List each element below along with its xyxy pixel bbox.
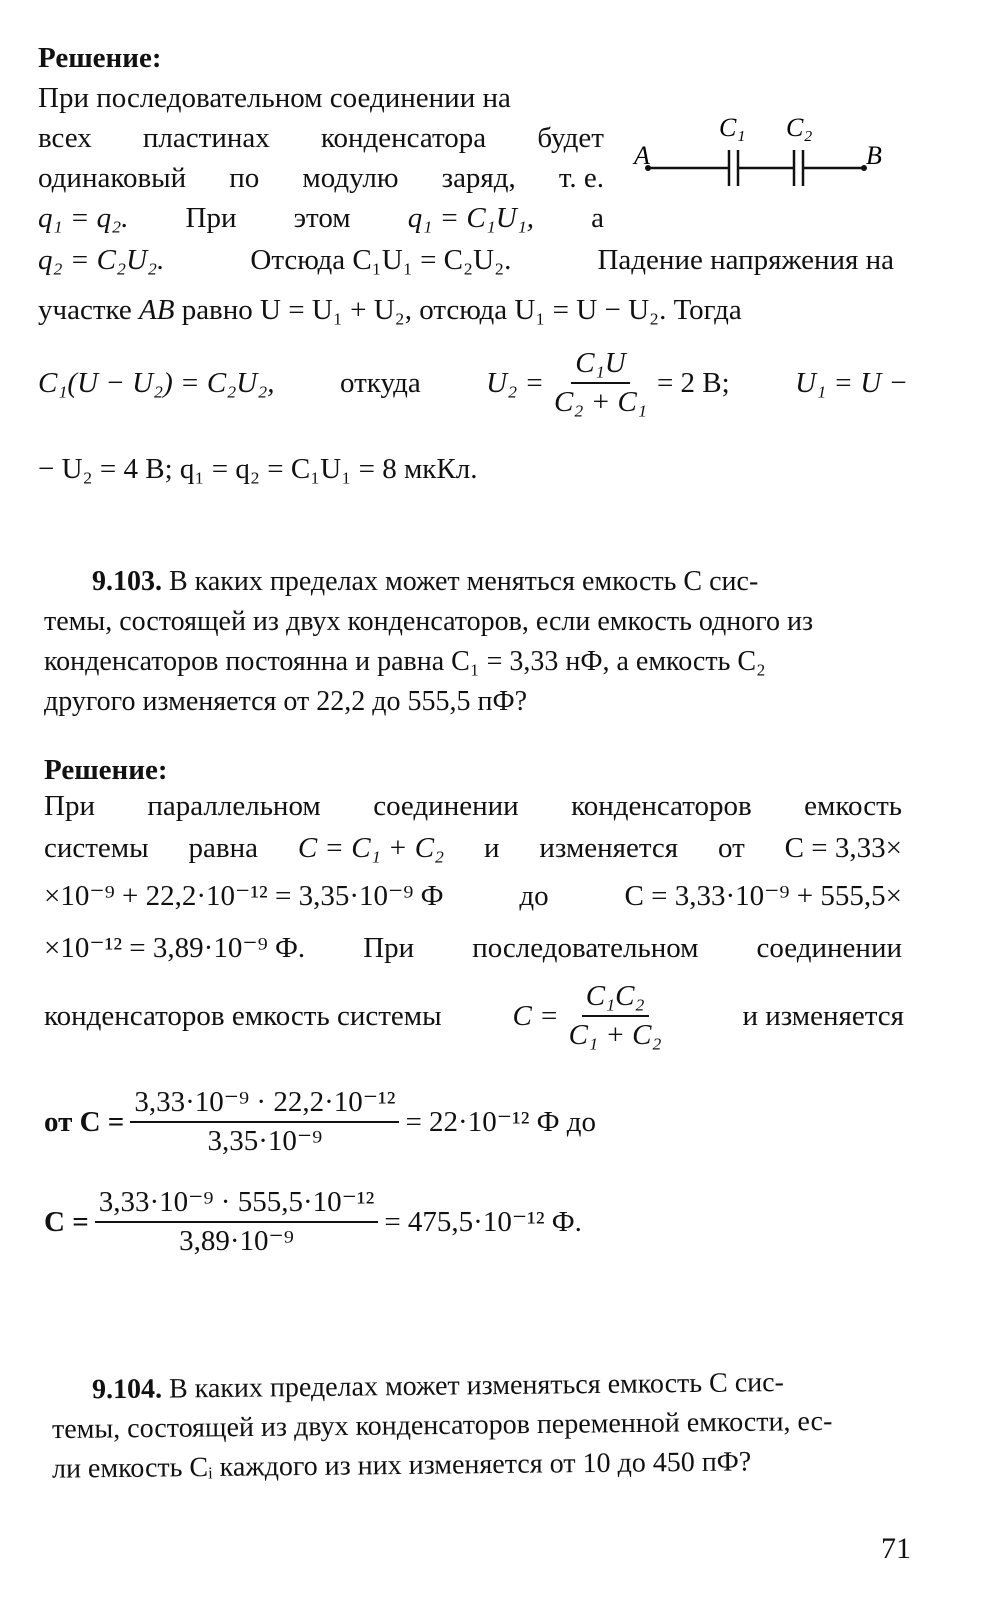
- text-line: одинаковый по модулю заряд, т. е.: [38, 162, 604, 194]
- text-line: q₂ = C₂U₂. Отсюда C₁U₁ = C₂U₂. Падение напряжения на: [38, 244, 894, 276]
- problem-number: 9.104.: [91, 1373, 163, 1406]
- text-line: ×10⁻¹² = 3,89·10⁻⁹ Ф. При последовательном соединении: [44, 932, 902, 964]
- problem-104-line: ли емкость Cᵢ каждого из них изменяется от 10 до 450 пФ?: [51, 1446, 752, 1485]
- solution-heading-2: Решение:: [44, 754, 168, 786]
- fraction: $\frac{\text{C₁C₂}}{\text{C₁ + C₂}}$: [568, 980, 662, 1052]
- text-line: При параллельном соединении конденсаторов емкость: [44, 790, 902, 822]
- text-line: системы равна C = C₁ + C₂ и изменяется от C = 3,33×: [44, 832, 902, 864]
- formula-line: от C = $\frac{\text{3,33·10⁻⁹ · 22,2·10⁻¹²}}{\text{3,35·10⁻⁹}}$ = 22·10⁻¹² Ф до: [44, 1086, 597, 1158]
- label-a: A: [634, 141, 650, 170]
- text-line: При последовательном соединении на: [38, 82, 511, 114]
- problem-104-line: темы, состоящей из двух конденсаторов переменной емкости, ес-: [51, 1405, 833, 1446]
- problem-104-line: 9.104. В каких пределах может изменяться емкость C сис-: [91, 1367, 785, 1406]
- label-c1: C₁: [719, 113, 746, 142]
- fraction: $\frac{\text{3,33·10⁻⁹ · 22,2·10⁻¹²}}{\text{3,35·10⁻⁹}}$: [130, 1086, 399, 1159]
- page-number: 71: [881, 1532, 911, 1565]
- text-line: ×10⁻⁹ + 22,2·10⁻¹² = 3,35·10⁻⁹ Ф до C = 3,33·10⁻⁹ + 555,5×: [44, 880, 902, 912]
- problem-103-line: конденсаторов постоянна и равна C₁ = 3,33 нФ, а емкость C₂: [44, 646, 766, 677]
- text-line: участке AB равно U = U₁ + U₂, отсюда U₁ = U − U₂. Тогда: [38, 294, 742, 326]
- text-line: всех пластинах конденсатора будет: [38, 122, 604, 154]
- formula-line: C₁(U − U₂) = C₂U₂, откуда U₂ = $\frac{\text{C₁U}}{\text{C₂ + C₁}}$ = 2 В; U₁ = U −: [38, 347, 908, 419]
- problem-103-line: 9.103. В каких пределах может меняться емкость C сис-: [92, 566, 759, 597]
- problem-103-line: темы, состоящей из двух конденсаторов, если емкость одного из: [44, 606, 814, 637]
- text-line: q₁ = q₂. При этом q₁ = C₁U₁, а: [38, 202, 604, 234]
- text-line: − U₂ = 4 В; q₁ = q₂ = C₁U₁ = 8 мкКл.: [38, 453, 478, 485]
- fraction: $\frac{\text{3,33·10⁻⁹ · 555,5·10⁻¹²}}{\text{3,89·10⁻⁹}}$: [95, 1186, 379, 1259]
- problem-103-line: другого изменяется от 22,2 до 555,5 пФ?: [44, 686, 528, 717]
- label-c2: C₂: [786, 113, 813, 142]
- circuit-diagram: [626, 106, 896, 196]
- problem-number: 9.103.: [92, 566, 162, 597]
- label-b: B: [866, 141, 882, 170]
- solution-heading-1: Решение:: [38, 42, 162, 74]
- formula-line: C = $\frac{\text{3,33·10⁻⁹ · 555,5·10⁻¹²}}{\text{3,89·10⁻⁹}}$ = 475,5·10⁻¹² Ф.: [44, 1186, 582, 1258]
- fraction: $\frac{\text{C₁U}}{\text{C₂ + C₁}}$: [554, 347, 647, 419]
- formula-line: конденсаторов емкость системы C = $\frac{\text{C₁C₂}}{\text{C₁ + C₂}}$ и изменяется: [44, 980, 904, 1052]
